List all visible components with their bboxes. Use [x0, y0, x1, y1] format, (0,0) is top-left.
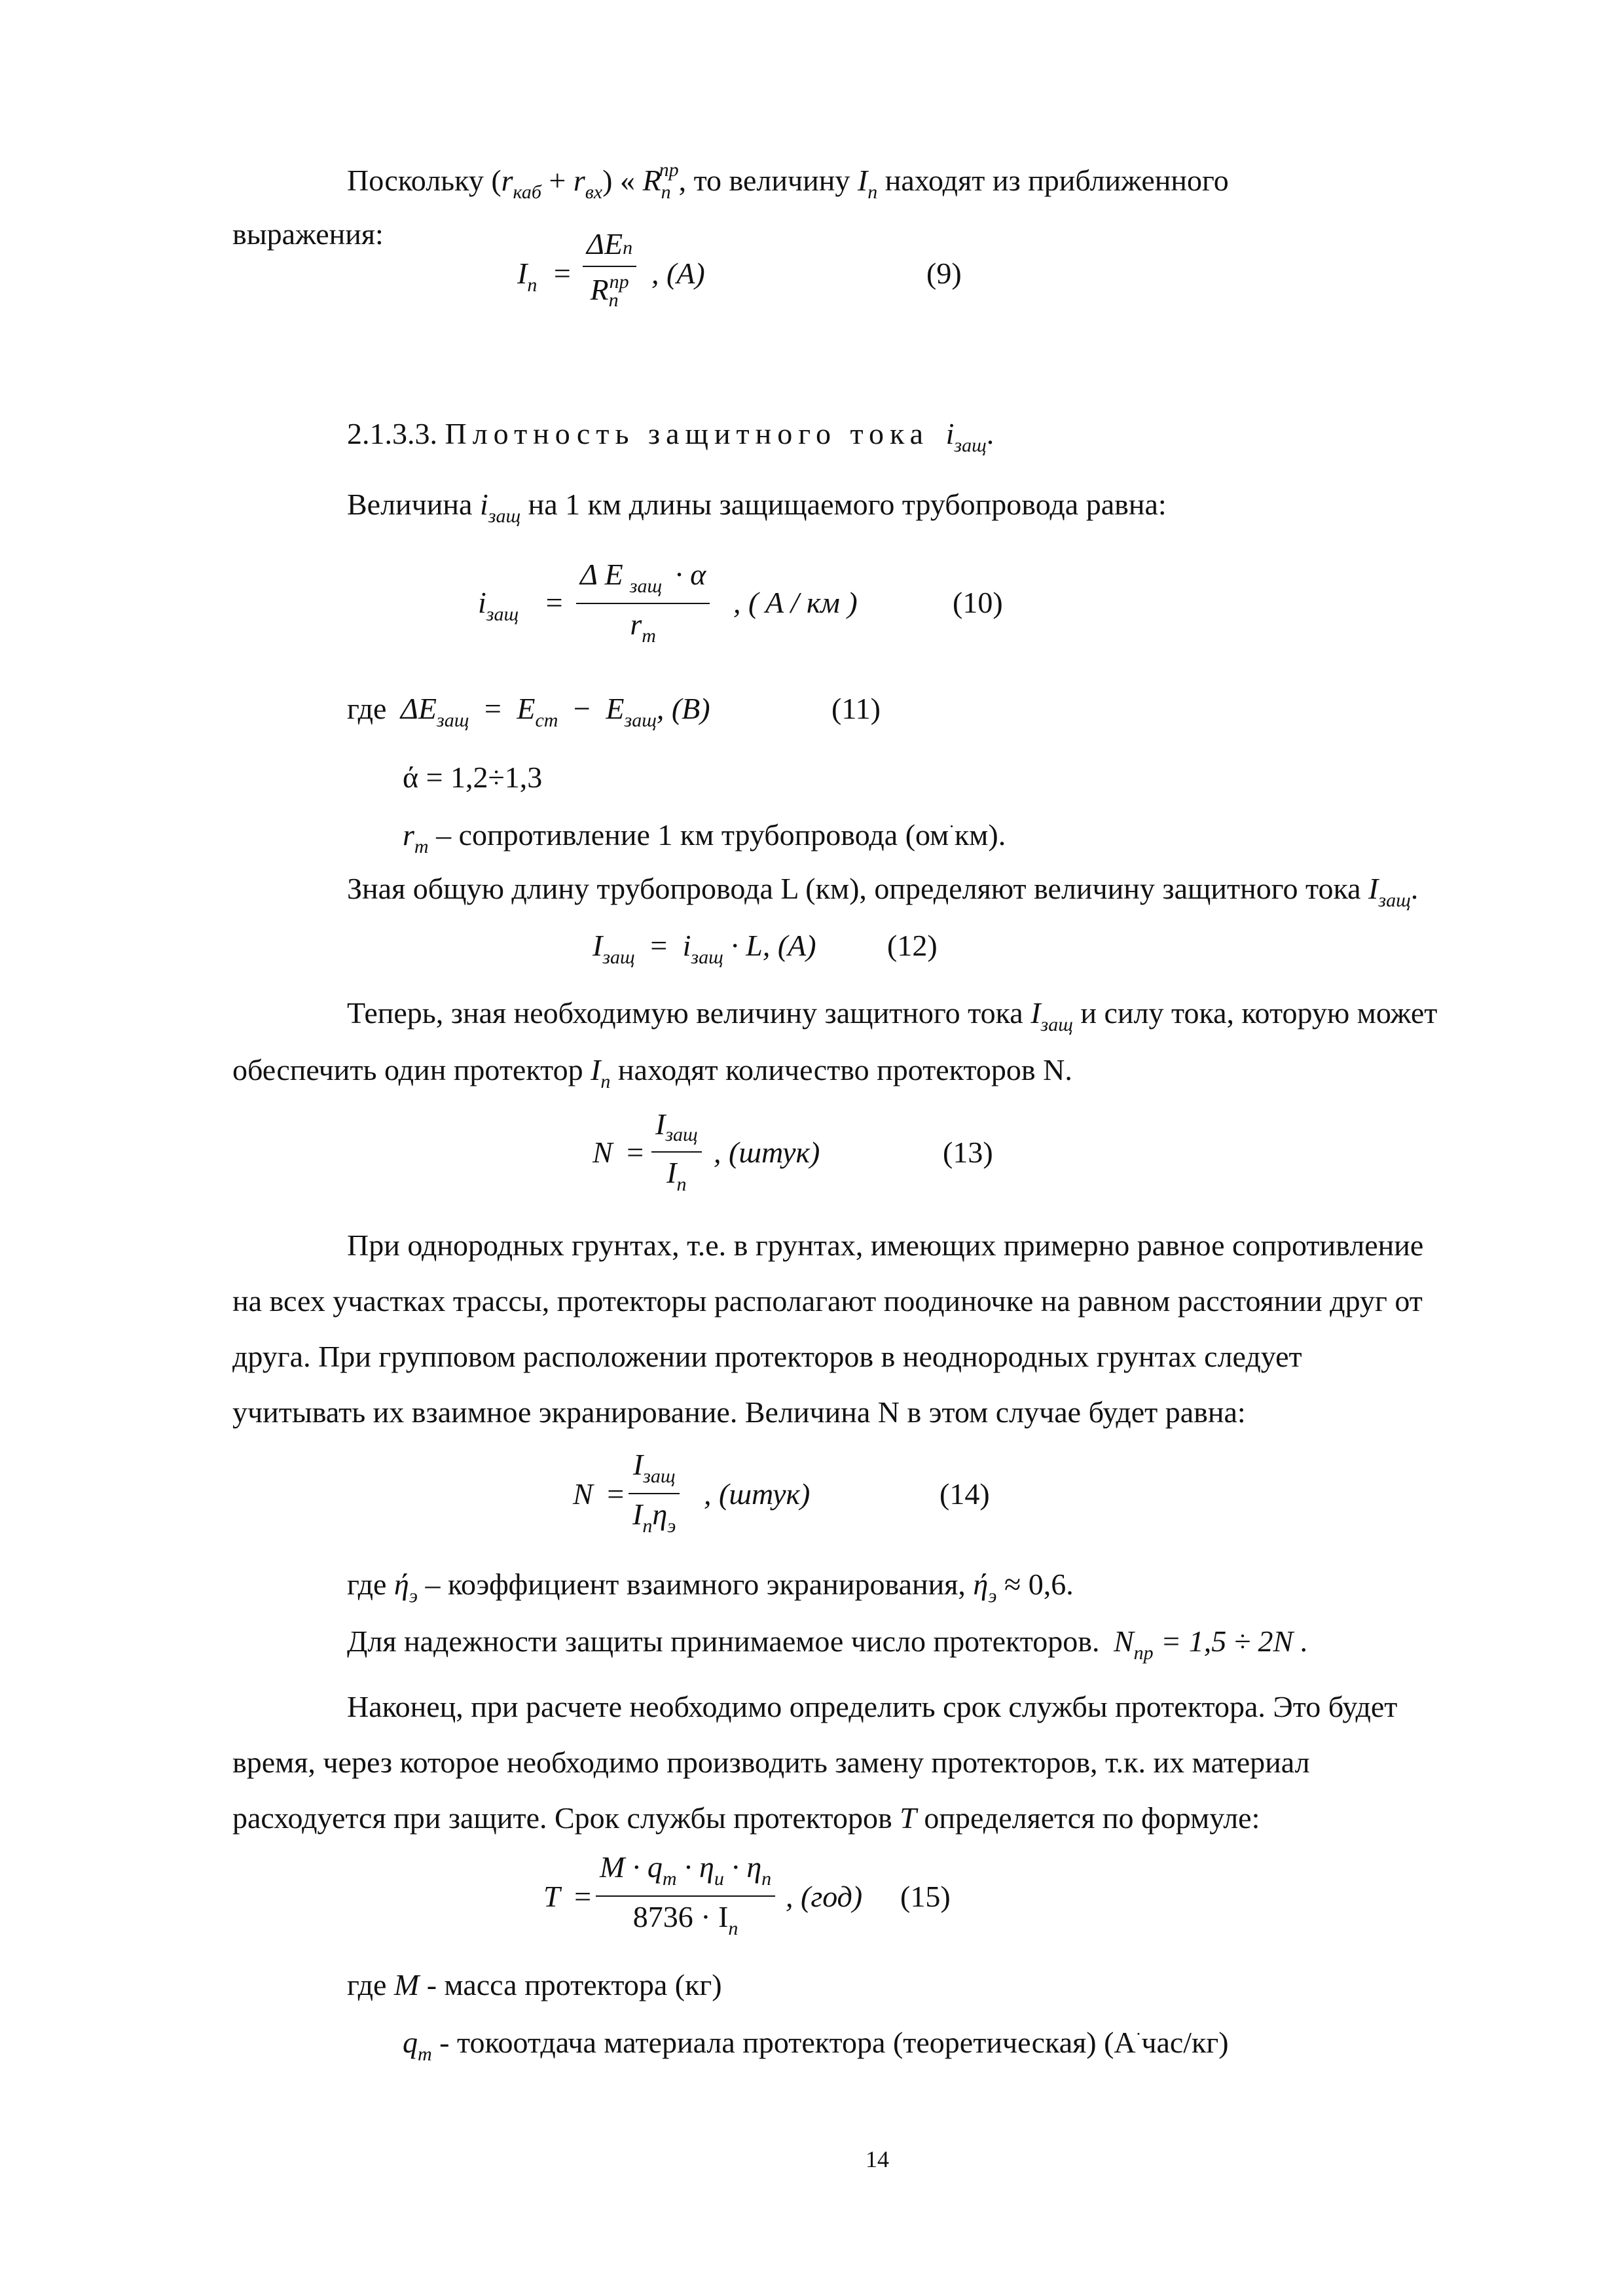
equation-number: (11)	[831, 692, 881, 725]
denominator: I	[632, 1498, 643, 1531]
math-subscript: защ	[602, 946, 635, 968]
q-definition	[403, 2026, 1229, 2064]
math-subscript: защ	[1378, 889, 1411, 911]
text-fragment: расходуется при защите. Срок службы протекторов	[232, 1801, 900, 1835]
fraction	[651, 1109, 702, 1194]
equals-sign: =	[607, 1477, 625, 1511]
math-symbol: i	[945, 417, 955, 450]
numerator: ΔE	[587, 227, 623, 260]
text-fragment: Зная общую длину трубопровода L (км), определяют величину защитного тока	[347, 872, 1369, 905]
equation-number: (10)	[953, 586, 1003, 619]
equation-14	[573, 1479, 630, 1509]
equation-number: (9)	[926, 257, 962, 290]
text-fragment: на 1 км длины защищаемого трубопровода равна:	[520, 488, 1167, 521]
math-subscript: п	[761, 1868, 772, 1890]
equals-sign: =	[627, 1136, 644, 1169]
fraction	[583, 229, 636, 310]
math-symbol: r	[573, 164, 585, 197]
text-fragment: Для надежности защиты принимаемое число протекторов.	[347, 1624, 1107, 1658]
equation-unit: , (год)	[786, 1880, 863, 1913]
equals-sign: =	[574, 1880, 592, 1913]
math-symbol: I	[1368, 872, 1379, 905]
equation-12	[593, 931, 816, 967]
paragraph-line: При однородных грунтах, т.е. в грунтах, имеющих примерно равное сопротивление	[347, 1229, 1424, 1262]
numerator-part: · η	[723, 1850, 762, 1884]
math-subscript: т	[418, 2043, 432, 2065]
math-subscript: вх	[585, 181, 603, 203]
math-subscript: п	[600, 1071, 611, 1092]
minus-sign: −	[573, 692, 591, 725]
section-title: Плотность защитного тока	[445, 417, 930, 450]
equation-number: (13)	[943, 1136, 993, 1169]
equals-sign: =	[650, 929, 668, 962]
text-fragment: находят из приближенного	[877, 164, 1229, 197]
math-symbol: R	[642, 164, 661, 197]
text-fragment: и силу тока, которую может	[1072, 996, 1438, 1030]
equation-number: (12)	[887, 929, 938, 962]
text-fragment: где	[347, 1968, 394, 2001]
numerator-part: · α	[675, 558, 706, 591]
denominator-part: η	[652, 1498, 668, 1531]
equation-11	[347, 694, 710, 730]
text-fragment: - токоотдача материала протектора (теоретическая) (А	[431, 2026, 1136, 2059]
text-fragment: – сопротивление 1 км трубопровода (ом	[428, 818, 949, 852]
equals-sign: =	[545, 586, 563, 619]
paragraph-line: выражения:	[232, 217, 384, 251]
math-subscript: защ	[488, 505, 521, 527]
equation-10	[478, 588, 583, 624]
math-subscript: защ	[629, 575, 663, 597]
text-fragment: ·	[949, 817, 955, 836]
math-subscript: пр	[1133, 1642, 1154, 1664]
math-subscript: п	[676, 1174, 687, 1195]
equation-unit: , (B)	[656, 692, 710, 725]
math-symbol: I	[517, 257, 528, 290]
equation-unit: , (A)	[651, 257, 705, 290]
paragraph-line	[232, 1055, 1072, 1092]
math-symbol: T	[900, 1801, 917, 1835]
text-fragment: находят количество протекторов N.	[610, 1053, 1072, 1086]
equation-unit: , (штук)	[714, 1136, 820, 1169]
math-subscript: п	[527, 274, 538, 296]
paragraph-line: учитывать их взаимное экранирование. Величина N в этом случае будет равна:	[232, 1395, 1246, 1429]
text-fragment: · L, (A)	[731, 929, 816, 962]
text-fragment: час/кг)	[1141, 2026, 1229, 2059]
math-symbol: M	[393, 1968, 420, 2001]
paragraph-line: на всех участках трассы, протекторы располагают поодиночке на равном расстоянии друг от	[232, 1284, 1423, 1318]
equation-unit: , (штук)	[704, 1477, 811, 1511]
math-symbol: I	[591, 1053, 601, 1086]
section-heading	[347, 419, 994, 456]
equation-unit: , ( A / км )	[733, 586, 858, 619]
text-fragment: ≈ 0,6.	[996, 1568, 1074, 1601]
text-fragment: , то величину	[678, 164, 858, 197]
fraction	[629, 1450, 680, 1536]
math-symbol: q	[403, 2026, 418, 2059]
eta-definition	[347, 1570, 1074, 1606]
numerator: M · q	[600, 1850, 663, 1884]
equation-number: (14)	[939, 1477, 990, 1511]
denominator: I	[666, 1156, 677, 1189]
alpha-definition: ά = 1,2÷1,3	[403, 761, 543, 794]
math-symbol: ΔE	[400, 692, 437, 725]
math-subscript: э	[988, 1585, 997, 1607]
math-subscript: каб	[513, 181, 541, 203]
equation-15	[543, 1882, 598, 1912]
text-fragment: Теперь, зная необходимую величину защитного тока	[347, 996, 1031, 1030]
math-subscript: э	[409, 1585, 418, 1607]
fraction	[596, 1852, 775, 1939]
text-fragment: обеспечить один протектор	[232, 1053, 591, 1086]
text-fragment: где	[347, 692, 387, 725]
equals-sign: =	[553, 257, 571, 290]
math-symbol: E	[517, 692, 536, 725]
rt-definition	[403, 818, 1006, 857]
paragraph-line	[347, 160, 1229, 202]
text-fragment: - масса протектора (кг)	[419, 1968, 722, 2001]
math-symbol: E	[606, 692, 625, 725]
text-fragment: км).	[954, 818, 1006, 852]
text-fragment: .	[986, 417, 994, 450]
equals-sign: =	[484, 692, 501, 725]
math-superscript: пр	[609, 271, 629, 293]
text-fragment: .	[1410, 872, 1419, 905]
paragraph-line: друга. При групповом расположении протекторов в неоднородных грунтах следует	[232, 1340, 1302, 1373]
text-fragment: = 1,5 ÷ 2N .	[1153, 1624, 1309, 1658]
math-symbol: ή	[393, 1568, 409, 1601]
paragraph-line	[347, 490, 1167, 526]
math-subscript: п	[867, 181, 878, 203]
text-fragment: ·	[1135, 2024, 1142, 2043]
math-subscript: и	[714, 1868, 724, 1890]
equation-number: (15)	[900, 1880, 951, 1913]
numerator-part: · η	[676, 1850, 714, 1884]
fraction	[576, 560, 710, 646]
math-symbol: I	[1030, 996, 1041, 1030]
paragraph-line	[347, 874, 1418, 910]
math-symbol: r	[403, 818, 414, 852]
paragraph-line	[347, 1626, 1308, 1663]
math-subscript: п	[608, 289, 619, 311]
math-subscript: ст	[535, 709, 558, 731]
math-symbol: N	[593, 1136, 613, 1169]
math-symbol: i	[478, 586, 486, 619]
text-fragment: определяется по формуле:	[916, 1801, 1260, 1835]
math-subscript: п	[661, 181, 671, 203]
denominator: R	[590, 273, 609, 306]
paragraph-line: Наконец, при расчете необходимо определить срок службы протектора. Это будет	[347, 1690, 1398, 1723]
math-subscript: защ	[1040, 1014, 1073, 1035]
math-symbol: I	[857, 164, 868, 197]
text-fragment: +	[541, 164, 574, 197]
math-subscript: э	[667, 1515, 676, 1537]
denominator: 8736 · I	[632, 1900, 729, 1933]
math-subscript: п	[623, 237, 633, 259]
math-subscript: защ	[437, 709, 469, 731]
math-subscript: т	[414, 836, 429, 857]
text-fragment: где	[347, 1568, 394, 1601]
math-subscript: п	[728, 1918, 739, 1939]
text-fragment: Величина	[347, 488, 480, 521]
equation-13	[593, 1138, 650, 1168]
paragraph-line	[232, 1803, 1260, 1833]
text-fragment: – коэффициент взаимного экранирования,	[417, 1568, 974, 1601]
math-symbol: T	[543, 1880, 560, 1913]
math-subscript: защ	[486, 603, 519, 625]
paragraph-line	[347, 998, 1437, 1035]
equation-9	[517, 259, 580, 295]
paragraph-line: время, через которое необходимо производить замену протекторов, т.к. их материал	[232, 1746, 1310, 1779]
math-symbol: N	[1113, 1624, 1134, 1658]
text-fragment: ) «	[602, 164, 643, 197]
math-subscript: защ	[954, 435, 987, 456]
page-number: 14	[866, 2146, 889, 2172]
m-definition	[347, 1970, 722, 2000]
math-symbol: ή	[973, 1568, 989, 1601]
text-fragment: Поскольку (	[347, 164, 501, 197]
math-subscript: защ	[624, 709, 657, 731]
math-subscript: т	[662, 1868, 677, 1890]
math-symbol: i	[479, 488, 488, 521]
section-number: 2.1.3.3.	[347, 417, 437, 450]
math-subscript: защ	[691, 946, 723, 968]
math-subscript: защ	[643, 1465, 676, 1487]
numerator: I	[655, 1107, 666, 1141]
math-subscript: п	[642, 1515, 653, 1537]
numerator: I	[632, 1448, 644, 1481]
math-superscript: пр	[659, 159, 679, 181]
math-symbol: I	[593, 929, 603, 962]
math-subscript: т	[642, 625, 656, 647]
math-symbol: r	[501, 164, 513, 197]
math-subscript: защ	[665, 1124, 698, 1145]
denominator: r	[630, 607, 642, 641]
math-symbol: N	[573, 1477, 593, 1511]
numerator: Δ E	[580, 558, 623, 591]
math-symbol: i	[682, 929, 691, 962]
